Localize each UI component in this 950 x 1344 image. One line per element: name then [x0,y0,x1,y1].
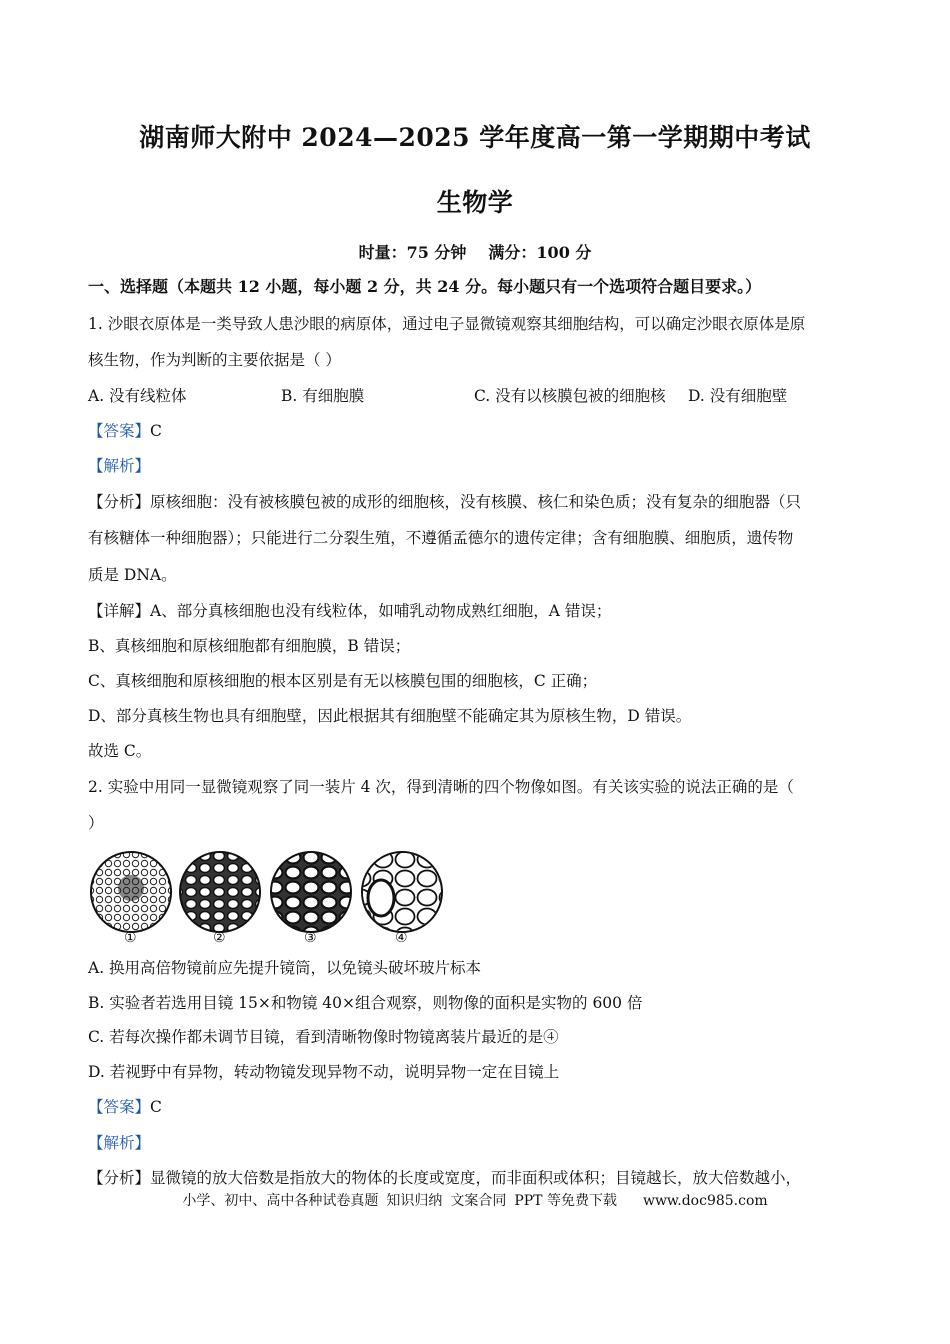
q2-option-a: A. 换用高倍物镜前应先提升镜筒，以免镜头破坏玻片标本 [88,959,482,977]
time-limit: 时量：75 分钟 [358,243,467,262]
q2-option-b: B. 实验者若选用目镜 15×和物镜 40×组合观察，则物像的面积是实物的 600 倍 [88,994,643,1012]
answer-value: C [150,422,162,440]
full-score: 满分：100 分 [488,243,592,262]
view-1 [91,852,171,932]
fenxi-tag: 【分析】 [88,493,151,511]
q1-option-d: D. 没有细胞壁 [688,387,788,405]
q1-analysis [88,455,868,477]
q1-xiangjie-line2: B、真核细胞和原核细胞都有细胞膜，B 错误； [88,637,411,655]
q1-option-b: B. 有细胞膜 [281,387,365,405]
q1-option-a: A. 没有线粒体 [88,387,187,405]
q1-stem-line2: 核生物，作为判断的主要依据是（ ） [88,351,341,369]
analysis-tag: 【解析】 [88,1134,151,1152]
q2-stem-line1: 2. 实验中用同一显微镜观察了同一装片 4 次，得到清晰的四个物像如图。有关该实验的说法正确的是（ [88,778,794,796]
view-2 [180,852,260,932]
figure-label-3: ③ [304,930,317,946]
q1-answer [88,420,868,442]
page-footer [0,1190,950,1210]
figure-label-4: ④ [395,930,408,946]
q1-xiangjie-line3: C、真核细胞和原核细胞的根本区别是有无以核膜包围的细胞核，C 正确； [88,672,598,690]
answer-tag: 【答案】 [88,1098,151,1116]
q1-option-c: C. 没有以核膜包被的细胞核 [474,387,666,405]
q2-option-c: C. 若每次操作都未调节目镜，看到清晰物像时物镜离装片最近的是④ [88,1028,559,1046]
q1-stem-line1: 1. 沙眼衣原体是一类导致人患沙眼的病原体，通过电子显微镜观察其细胞结构，可以确定沙眼衣原体是原 [88,315,806,333]
analysis-tag: 【解析】 [88,457,151,475]
figure-label-1: ① [124,930,137,946]
q1-xiangjie-line1 [88,600,868,622]
xiangjie-text: A、部分真核细胞也没有线粒体，如哺乳动物成熟红细胞，A 错误； [150,602,612,620]
q1-xiangjie-line4: D、部分真核生物也具有细胞壁，因此根据其有细胞壁不能确定其为原核生物，D 错误。 [88,707,692,725]
answer-tag: 【答案】 [88,422,151,440]
q1-fenxi-line1 [88,491,868,513]
figure-labels [86,930,446,950]
section-heading: 一、选择题（本题共 12 小题，每小题 2 分，共 24 分。每小题只有一个选项符合题目要求。） [88,277,762,296]
footer-item: 知识归纳 [386,1193,443,1209]
fenxi-text: 显微镜的放大倍数是指放大的物体的长度或宽度，而非面积或体积；目镜越长，放大倍数越小， [150,1169,802,1187]
view-4 [362,852,442,932]
q1-conclusion: 故选 C。 [88,742,152,760]
q2-answer [88,1096,868,1118]
footer-item: 小学、初中、高中各种试卷真题 [182,1193,379,1209]
figure-label-2: ② [213,930,226,946]
exam-meta [0,240,950,263]
xiangjie-tag: 【详解】 [88,602,151,620]
fenxi-text: 原核细胞：没有被核膜包被的成形的细胞核，没有核膜、核仁和染色质；没有复杂的细胞器（只 [150,493,802,511]
q2-analysis [88,1132,868,1154]
footer-item: 文案合同 [450,1193,507,1209]
q2-stem-line2: ） [88,814,104,832]
footer-item: PPT 等免费下载 [514,1193,617,1209]
exam-title: 湖南师大附中 2024—2025 学年度高一第一学期期中考试 [139,123,811,152]
q1-fenxi-line3: 质是 DNA。 [88,566,177,584]
footer-url: www.doc985.com [642,1193,768,1209]
microscope-figure [86,850,446,950]
answer-value: C [150,1098,162,1116]
q1-fenxi-line2: 有核糖体一种细胞器）；只能进行二分裂生殖，不遵循孟德尔的遗传定律；含有细胞膜、细胞质，遗传物 [88,529,794,547]
subject-title: 生物学 [436,188,514,217]
fenxi-tag: 【分析】 [88,1169,151,1187]
q2-option-d: D. 若视野中有异物，转动物镜发现异物不动，说明异物一定在目镜上 [88,1063,560,1081]
q2-fenxi-line1 [88,1167,868,1189]
view-3 [271,852,351,932]
